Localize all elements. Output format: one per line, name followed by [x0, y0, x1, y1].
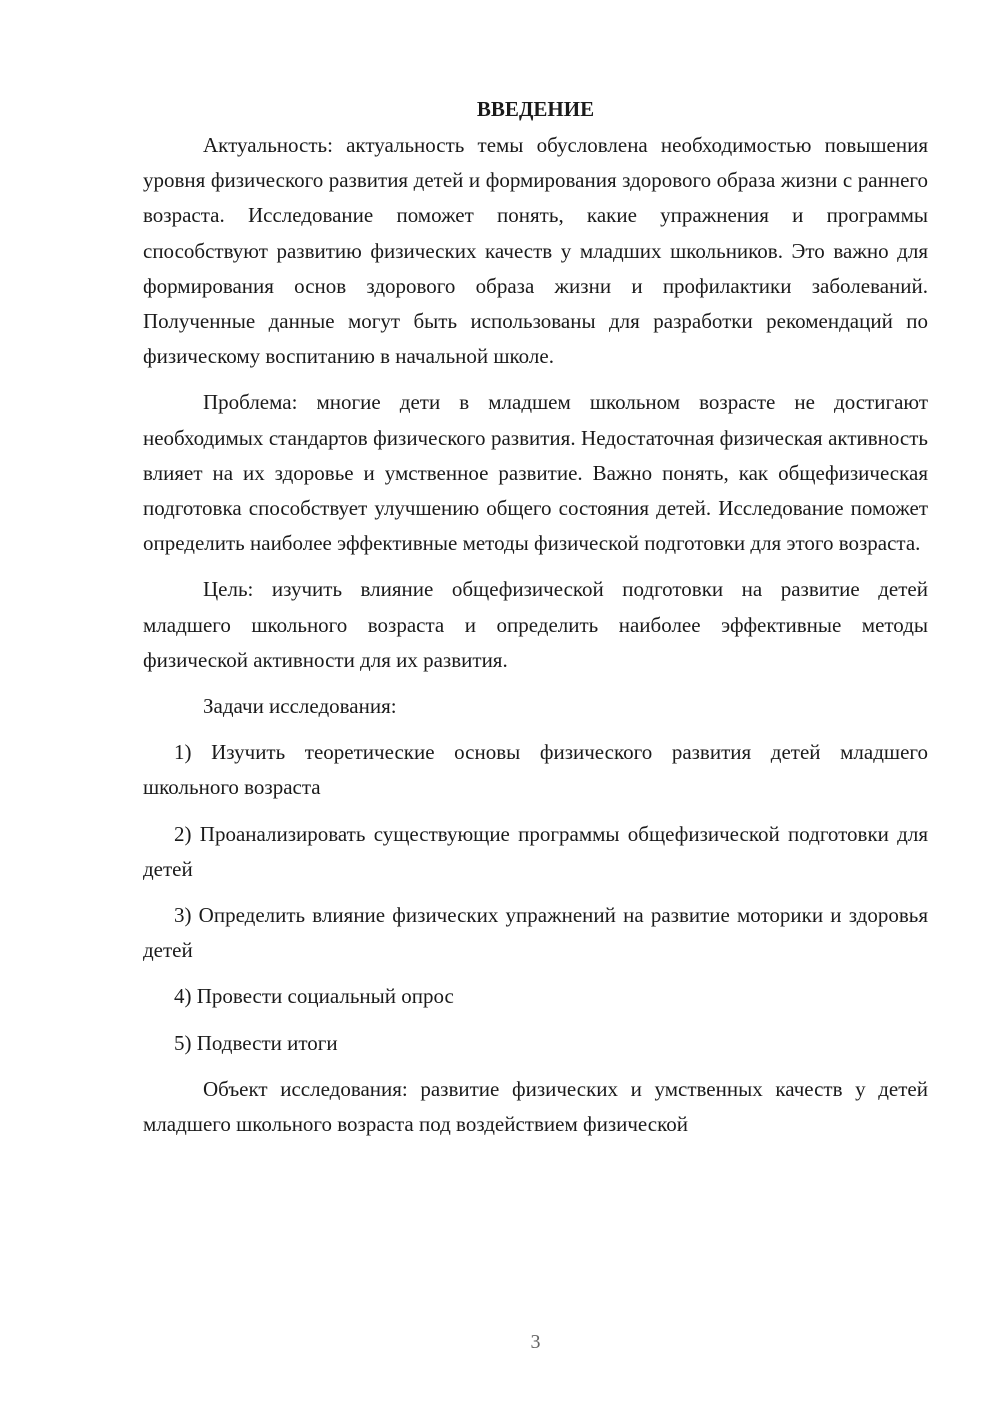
list-item: 3) Определить влияние физических упражнений на развитие моторики и здоровья детей	[143, 903, 928, 963]
document-page	[143, 92, 928, 1153]
problem-paragraph: Проблема: многие дети в младшем школьном возрасте не достигают необходимых стандартов физического развития. Недостаточная физическая активность влияет на их здоровье и умственное развитие. Важно понять, как общефизическая подготовка способствует улучшению общего состояния детей. Исследование поможет определить наиболее эффективные методы физической подготовки для этого возраста.	[143, 390, 928, 556]
section-heading: ВВЕДЕНИЕ	[476, 97, 595, 121]
tasks-list	[143, 735, 928, 1061]
list-item: 5) Подвести итоги	[174, 1030, 338, 1055]
list-item: 4) Провести социальный опрос	[174, 984, 454, 1009]
list-item: 2) Проанализировать существующие программы общефизической подготовки для детей	[143, 821, 928, 881]
goal-paragraph: Цель: изучить влияние общефизической подготовки на развитие детей младшего школьного возраста и определить наиболее эффективные методы физической активности для их развития.	[143, 577, 928, 672]
page-number: 3	[530, 1331, 541, 1353]
relevance-paragraph: Актуальность: актуальность темы обусловлена необходимостью повышения уровня физического развития детей и формирования здорового образа жизни с раннего возраста. Исследование поможет понять, какие упражнения и программы способствуют развитию физических качеств у младших школьников. Это важно для формирования основ здорового образа жизни и профилактики заболеваний. Полученные данные могут быть использованы для разработки рекомендаций по физическому воспитанию в начальной школе.	[143, 133, 928, 369]
object-paragraph: Объект исследования: развитие физических и умственных качеств у детей младшего школьного возраста под воздействием физической	[143, 1076, 928, 1137]
tasks-title: Задачи исследования:	[203, 694, 397, 719]
list-item: 1) Изучить теоретические основы физического развития детей младшего школьного возраста	[143, 740, 928, 800]
